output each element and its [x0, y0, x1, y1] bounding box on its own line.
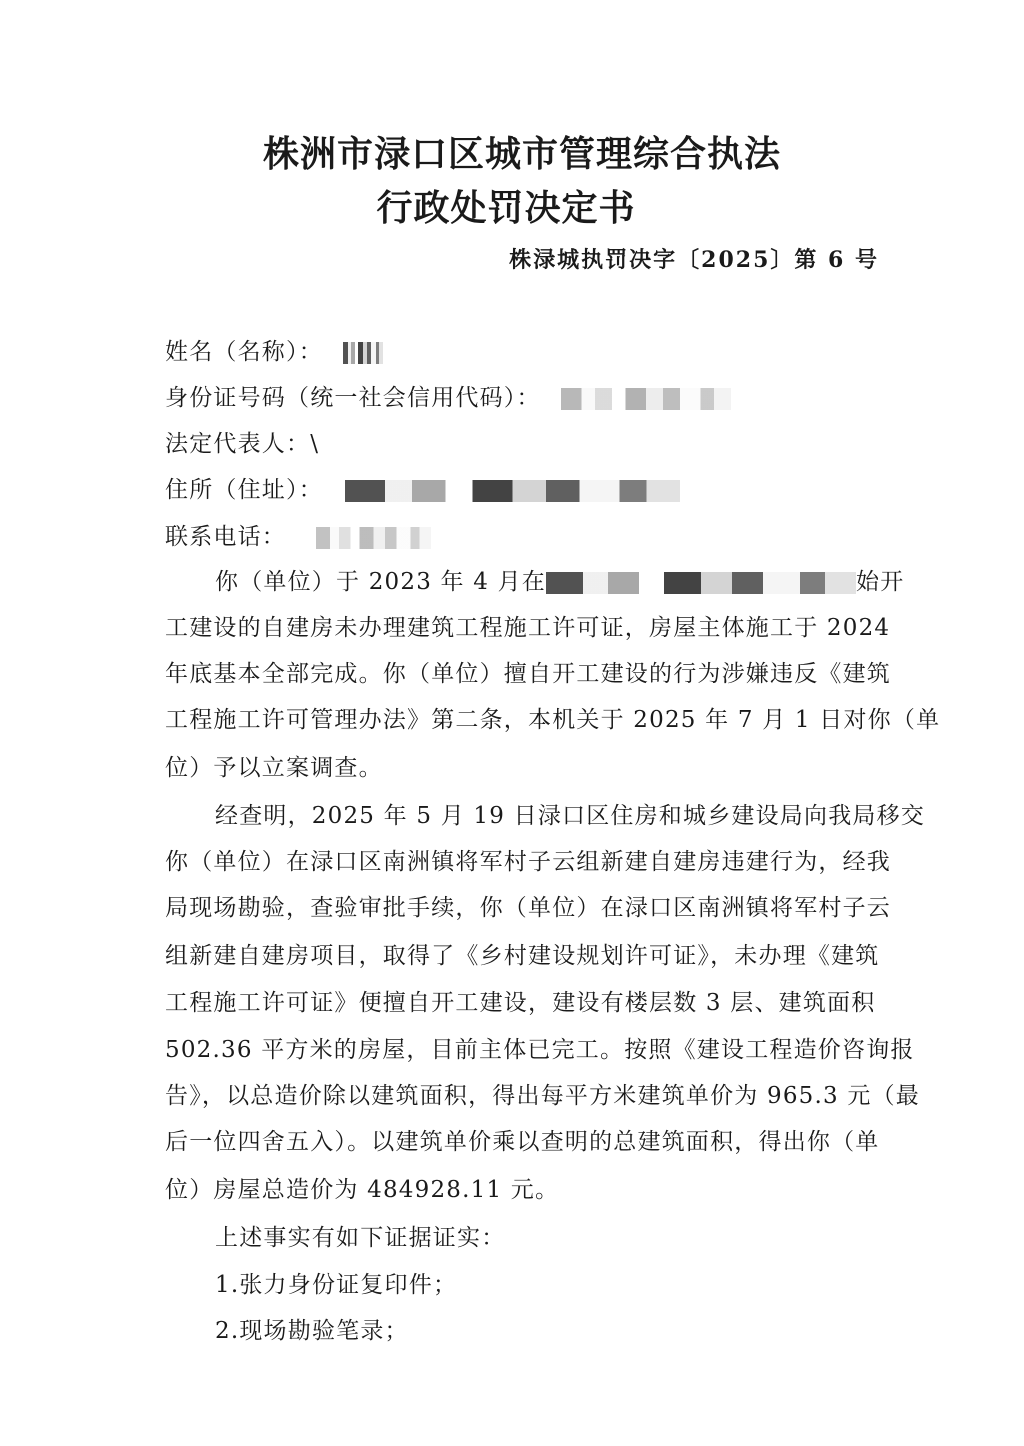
- address-row: [165, 475, 680, 505]
- id-label: 身份证号码（统一社会信用代码）：: [165, 385, 541, 411]
- paragraph-2-line: 位）房屋总造价为 484928.11 元。: [165, 1177, 560, 1203]
- redacted-name: [343, 342, 383, 364]
- name-label: 姓名（名称）：: [165, 339, 323, 365]
- text: 你（单位）于 2023 年 4 月在: [215, 569, 547, 595]
- text: 始开: [856, 569, 905, 595]
- paragraph-2-line: 后一位四舍五入）。以建筑单价乘以查明的总建筑面积，得出你（单: [165, 1129, 880, 1155]
- legal-rep-label: 法定代表人：: [165, 431, 311, 457]
- document-title: 株洲市渌口区城市管理综合执法: [262, 133, 781, 175]
- redacted-location: [546, 572, 856, 594]
- evidence-intro: 上述事实有如下证据证实：: [215, 1225, 506, 1251]
- paragraph-2-line: 告》，以总造价除以建筑面积，得出每平方米建筑单价为 965.3 元（最: [165, 1083, 920, 1109]
- paragraph-1-line: 工程施工许可管理办法》第二条，本机关于 2025 年 7 月 1 日对你（单: [165, 707, 941, 733]
- address-label: 住所（住址）：: [165, 477, 323, 503]
- redacted-phone: [316, 527, 431, 549]
- phone-row: [165, 522, 431, 552]
- redacted-id: [561, 388, 731, 410]
- name-row: [165, 337, 383, 367]
- paragraph-2-line: 工程施工许可证》便擅自开工建设，建设有楼层数 3 层、建筑面积: [165, 990, 876, 1016]
- paragraph-2-line: 组新建自建房项目，取得了《乡村建设规划许可证》，未办理《建筑: [165, 943, 880, 969]
- paragraph-1-line: 位）予以立案调查。: [165, 755, 383, 781]
- evidence-item: 2.现场勘验笔录；: [215, 1318, 409, 1344]
- paragraph-1-line: 年底基本全部完成。你（单位）擅自开工建设的行为涉嫌违反《建筑: [165, 661, 891, 687]
- redacted-address: [345, 480, 680, 502]
- paragraph-2-line: 局现场勘验，查验审批手续，你（单位）在渌口区南洲镇将军村子云: [165, 895, 891, 921]
- paragraph-2-line: 502.36 平方米的房屋，目前主体已完工。按照《建设工程造价咨询报: [165, 1037, 915, 1063]
- legal-rep-value: \: [310, 431, 320, 457]
- phone-label: 联系电话：: [165, 524, 286, 550]
- paragraph-2-line: 你（单位）在渌口区南洲镇将军村子云组新建自建房违建行为，经我: [165, 849, 891, 875]
- paragraph-1-line: 工建设的自建房未办理建筑工程施工许可证，房屋主体施工于 2024: [165, 615, 891, 641]
- document-subtitle: 行政处罚决定书: [376, 187, 636, 229]
- evidence-item: 1.张力身份证复印件；: [215, 1272, 458, 1298]
- paragraph-2-line: 经查明，2025 年 5 月 19 日渌口区住房和城乡建设局向我局移交: [215, 803, 925, 829]
- paragraph-1-line: [215, 567, 904, 597]
- document-number: 株渌城执罚决字〔2025〕第 6 号: [509, 247, 879, 273]
- legal-rep-row: [165, 429, 319, 459]
- id-row: [165, 383, 731, 413]
